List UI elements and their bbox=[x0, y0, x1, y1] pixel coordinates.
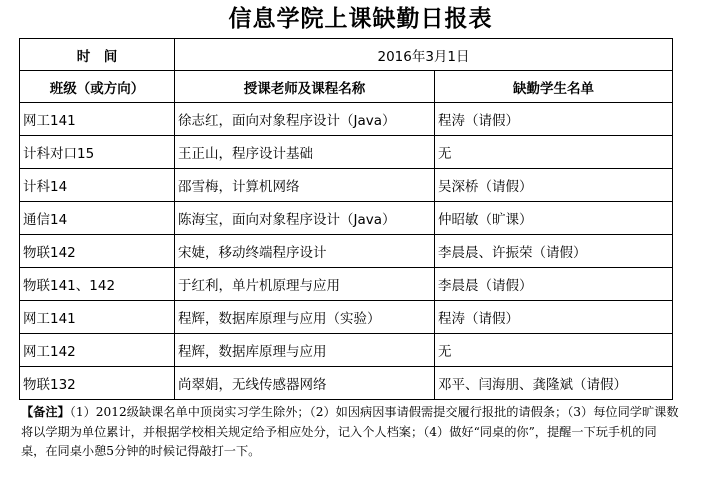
teacher-course-cell: 程辉，数据库原理与应用 bbox=[175, 334, 435, 367]
absent-students-cell: 仲昭敏（旷课） bbox=[435, 202, 673, 235]
absent-students-cell: 无 bbox=[435, 136, 673, 169]
teacher-course-cell: 宋婕，移动终端程序设计 bbox=[175, 235, 435, 268]
class-cell: 物联142 bbox=[20, 235, 175, 268]
remarks-text: （1）2012级缺课名单中顶岗实习学生除外；（2）如因病因事请假需提交履行报批的请假条；（3）每位同学旷课数将以学期为单位累计，并根据学校相关规定给予相应处分，记入个人档案；（4）做好“同桌的你”，提醒一下玩手机的同桌，在同桌小憩5分钟的时候记得敲打一下。 bbox=[21, 405, 679, 458]
table-row bbox=[20, 334, 673, 367]
table-row bbox=[20, 202, 673, 235]
teacher-course-cell: 尚翠娟，无线传感器网络 bbox=[175, 367, 435, 400]
class-cell: 物联141、142 bbox=[20, 268, 175, 301]
class-cell: 网工142 bbox=[20, 334, 175, 367]
table-row bbox=[20, 235, 673, 268]
absent-students-cell: 无 bbox=[435, 334, 673, 367]
header-teacher-course: 授课老师及课程名称 bbox=[175, 71, 435, 103]
table-row bbox=[20, 268, 673, 301]
absent-students-cell: 程涛（请假） bbox=[435, 301, 673, 334]
teacher-course-cell: 王正山，程序设计基础 bbox=[175, 136, 435, 169]
table-row bbox=[20, 136, 673, 169]
teacher-course-cell: 于红利，单片机原理与应用 bbox=[175, 268, 435, 301]
table-row bbox=[20, 367, 673, 400]
class-cell: 网工141 bbox=[20, 103, 175, 136]
header-absent-students: 缺勤学生名单 bbox=[435, 71, 673, 103]
class-cell: 物联132 bbox=[20, 367, 175, 400]
absent-students-cell: 邓平、闫海朋、龚隆斌（请假） bbox=[435, 367, 673, 400]
teacher-course-cell: 邵雪梅，计算机网络 bbox=[175, 169, 435, 202]
remarks bbox=[21, 403, 681, 462]
class-cell: 通信14 bbox=[20, 202, 175, 235]
remarks-label: 【备注】 bbox=[21, 405, 70, 419]
absent-students-cell: 李晨晨（请假） bbox=[435, 268, 673, 301]
class-cell: 计科14 bbox=[20, 169, 175, 202]
date-value: 2016年3月1日 bbox=[175, 39, 673, 71]
absent-students-cell: 吴深桥（请假） bbox=[435, 169, 673, 202]
table-row bbox=[20, 103, 673, 136]
date-label: 时 间 bbox=[20, 39, 175, 71]
absent-students-cell: 程涛（请假） bbox=[435, 103, 673, 136]
header-class: 班级（或方向） bbox=[20, 71, 175, 103]
teacher-course-cell: 陈海宝，面向对象程序设计（Java） bbox=[175, 202, 435, 235]
teacher-course-cell: 徐志红，面向对象程序设计（Java） bbox=[175, 103, 435, 136]
table-header-row bbox=[20, 71, 673, 103]
table-row bbox=[20, 301, 673, 334]
class-cell: 网工141 bbox=[20, 301, 175, 334]
absent-students-cell: 李晨晨、许振荣（请假） bbox=[435, 235, 673, 268]
teacher-course-cell: 程辉，数据库原理与应用（实验） bbox=[175, 301, 435, 334]
date-row bbox=[20, 39, 673, 71]
table-row bbox=[20, 169, 673, 202]
absence-table bbox=[19, 38, 673, 400]
class-cell: 计科对口15 bbox=[20, 136, 175, 169]
report-title: 信息学院上课缺勤日报表 bbox=[228, 5, 493, 32]
